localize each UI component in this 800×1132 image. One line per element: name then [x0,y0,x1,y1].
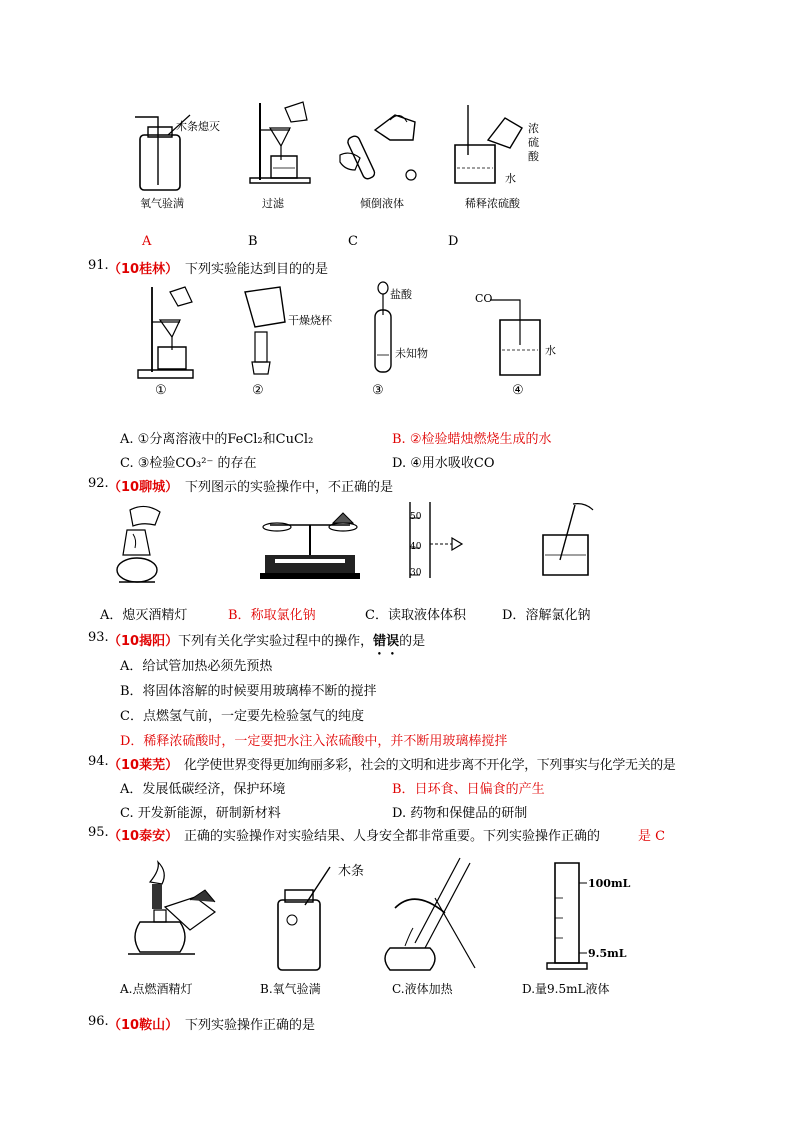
wood-strip-label: 木条熄灭 [176,120,220,133]
q91-option-d: D. ④用水吸收CO [392,456,495,471]
q91-water-label: 水 [545,344,556,357]
q91-marker-4: ④ [512,383,524,398]
q91-marker-3: ③ [372,383,384,398]
conc-label-1: 浓 [528,122,539,135]
q90-caption-b: 过滤 [262,197,284,210]
q92-option-c: C．读取液体体积 [365,608,466,623]
q95-figure-d [545,858,615,978]
q92-figure-d [535,500,605,580]
q93-option-c: C．点燃氢气前，一定要先检验氢气的纯度 [120,709,364,724]
q95-source: （10泰安） [108,829,179,844]
q91-option-b: B. ②检验蜡烛燃烧生成的水 [392,432,552,447]
q95-answer: 是 C [638,829,666,844]
q95-figure-a [120,862,230,972]
conc-label-2: 硫 [528,136,539,149]
scale-50: 50 [410,512,422,522]
q92-stem: 下列图示的实验操作中，不正确的是 [185,480,394,495]
q94-number: 94. [88,754,109,769]
q95-caption-c: C.液体加热 [392,982,453,996]
water-label: 水 [505,172,516,185]
q95-figure-c [375,858,485,978]
conc-label-3: 酸 [528,150,539,163]
q93-option-a: A．给试管加热必须先预热 [120,659,273,674]
q96-number: 96. [88,1014,109,1029]
co-label: CO [475,292,493,305]
q90-option-b: B [248,234,258,249]
filtration-figure [245,98,315,188]
q92-source: （10聊城） [108,480,179,495]
q91-figure-4 [490,285,570,385]
q93-stem: 下列有关化学实验过程中的操作， [178,634,374,649]
q90-caption-a: 氧气验满 [140,197,184,210]
q95-caption-b: B.氧气验满 [260,982,321,996]
q91-source: （10桂林） [108,262,179,277]
hcl-label: 盐酸 [390,288,412,301]
q94-option-d: D. 药物和保健品的研制 [392,806,528,821]
unknown-label: 未知物 [395,347,428,360]
q92-number: 92. [88,476,109,491]
pouring-liquid-figure [335,100,425,190]
scale-30: 30 [410,568,422,578]
q96-source: （10鞍山） [108,1018,179,1033]
q92-option-a: A．熄灭酒精灯 [100,608,188,623]
q91-figure-2 [240,282,290,382]
q91-number: 91. [88,258,109,273]
q91-marker-1: ① [155,383,167,398]
q95-figure-b [270,865,340,975]
q95-caption-a: A.点燃酒精灯 [120,982,193,996]
dry-beaker-label: 干燥烧杯 [288,314,332,327]
q90-caption-d: 稀释浓硫酸 [465,197,520,210]
q94-option-a: A．发展低碳经济，保护环境 [120,782,286,797]
q93-number: 93. [88,630,109,645]
cylinder-100ml: 100mL [588,877,631,890]
q90-option-d: D [448,234,459,249]
q91-figure-1 [130,282,200,382]
q94-source: （10莱芜） [108,758,179,773]
q93-source: （10揭阳） [108,634,179,649]
q95-wood-label: 木条 [338,864,365,879]
q94-option-b: B．日环食、日偏食的产生 [392,782,545,797]
q90-option-a: A [142,234,152,249]
q94-stem: 化学使世界变得更加绚丽多彩，社会的文明和进步离不开化学，下列事实与化学无关的是 [184,758,676,773]
q90-caption-c: 倾倒液体 [360,197,404,210]
q95-caption-d: D.量9.5mL液体 [522,982,610,996]
q95-number: 95. [88,825,109,840]
q93-option-b: B．将固体溶解的时候要用玻璃棒不断的搅拌 [120,684,377,699]
q93-option-d: D．稀释浓硫酸时，一定要把水注入浓硫酸中，并不断用玻璃棒搅拌 [120,734,508,749]
q94-option-c: C. 开发新能源，研制新材料 [120,806,281,821]
q92-option-d: D．溶解氯化钠 [502,608,591,623]
q91-marker-2: ② [252,383,264,398]
q93-stem-line [108,630,425,658]
cylinder-9-5ml: 9.5mL [588,947,627,960]
scale-40: 40 [410,542,422,552]
q93-stem-end: 的是 [399,634,426,649]
q92-figure-b [255,505,365,585]
q91-option-c: C. ③检验CO₃²⁻ 的存在 [120,456,257,471]
q91-stem: 下列实验能达到目的的是 [185,262,329,277]
q91-option-a: A. ①分离溶液中的FeCl₂和CuCl₂ [120,432,314,447]
q92-figure-a [115,500,175,590]
q96-stem: 下列实验操作正确的是 [185,1018,316,1033]
q90-option-c: C [348,234,358,249]
q95-stem: 正确的实验操作对实验结果、人身安全都非常重要。下列实验操作正确的 [184,829,601,844]
q93-emphasis: 错误 [373,634,400,649]
q92-option-b: B．称取氯化钠 [228,608,316,623]
